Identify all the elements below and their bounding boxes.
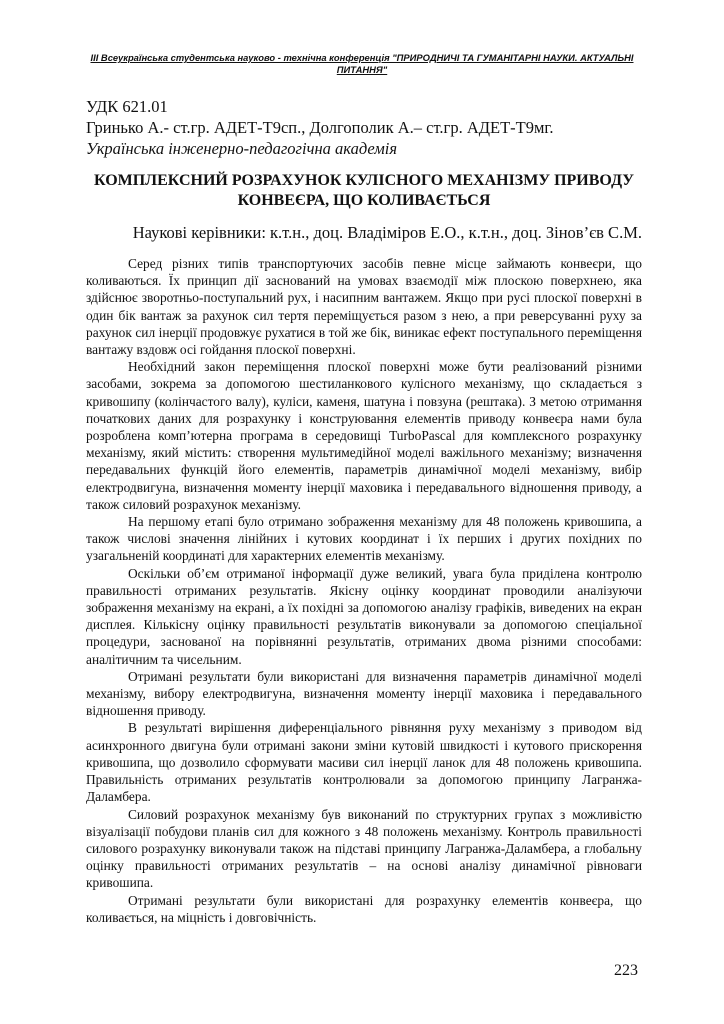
affiliation: Українська інженерно-педагогічна академія bbox=[86, 139, 398, 158]
paragraph-7: Силовий розрахунок механізму був виконаний по структурних групах з можливістю візуалізації побудови планів сил для кожного з 48 положень механізму. Контроль правильності силового розрахунку виконували також на підставі принципу Лагранжа-Даламбера, а глобальну оцінку правильності отриманих результатів – на основі аналізу динамічної рівноваги кривошипа. bbox=[86, 806, 642, 891]
conference-header: ІІІ Всеукраїнська студентська науково - технічна конференція "ПРИРОДНИЧІ ТА ГУМАНІТАРНІ НАУКИ. АКТУАЛЬНІ ПИТАННЯ" bbox=[90, 52, 634, 75]
paragraph-4: Оскільки об’єм отриманої інформації дуже великий, увага була приділена контролю правильності отриманих результатів. Якісну оцінку координат проводили аналізуючи зображення механізму на екрані, а їх похідні за допомогою аналізу графіків, виведених на екран дисплея. Кількісну оцінку правильності результатів виконували за допомогою спеціальної процедури, заснованої на порівнянні результатів, отриманих двома різними способами: аналітичним та чисельним. bbox=[86, 565, 642, 667]
supervisors: Наукові керівники: к.т.н., доц. Владіміров Е.О., к.т.н., доц. Зінов’єв С.М. bbox=[132, 223, 642, 242]
article-title: КОМПЛЕКСНИЙ РОЗРАХУНОК КУЛІСНОГО МЕХАНІЗМУ ПРИВОДУ КОНВЕЄРА, ЩО КОЛИВАЄТЬСЯ bbox=[93, 172, 635, 209]
paragraph-1: Серед різних типів транспортуючих засобів певне місце займають конвеєри, що коливаються. Їх принцип дії заснований на умовах взаємодії між плоскою поверхнею, яка здійснює зворотньо-поступальний рух, і насипним вантажем. Якщо при русі плоскої поверхні в один бік вантаж за рахунок сил тертя переміщується разом з нею, а при реверсуванні руху за рахунок сил інерції продовжує рухатися в той же бік, виникає ефект поступального переміщення вантажу вздовж осі гойдання плоскої поверхні. bbox=[86, 256, 642, 358]
paragraph-6: В результаті вирішення диференціального рівняння руху механізму з приводом від асинхронного двигуна були отримані закони зміни кутовій швидкості і кутового прискорення кривошипа, що дозволило сформувати масиви сил інерції ланок для 48 положень кривошипа. Правильність отриманих результатів контролювали за допомогою принципу Лагранжа-Даламбера. bbox=[86, 720, 642, 805]
paragraph-5: Отримані результати були використані для визначення параметрів динамічної моделі механізму, вибору електродвигуна, визначення моменту інерції маховика і передавального відношення приводу. bbox=[86, 668, 642, 719]
paragraph-2: Необхідний закон переміщення плоскої поверхні може бути реалізований різними засобами, зокрема за допомогою шестиланкового кулісного механізму, що складається з кривошипу (колінчастого валу), куліси, каменя, шатуна і повзуна (рештака). З метою отримання початкових даних для розрахунку і конструювання елементів приводу конвеєра нами була розроблена комп’ютерна програма в середовищі TurboPascal для комплексного розрахунку механізму, який містить: створення мультимедійної моделі важільного механізму; визначення передавальних функцій його елементів, параметрів динамічної моделі механізму, вибір електродвигуна, визначення моменту інерції маховика і передавального відношення приводу, а також силовий розрахунок механізму. bbox=[86, 359, 642, 512]
article-body bbox=[86, 255, 642, 926]
authors: Гринько А.- ст.гр. АДЕТ-Т9сп., Долгополик А.– ст.гр. АДЕТ-Т9мг. bbox=[86, 118, 554, 137]
paragraph-8: Отримані результати були використані для розрахунку елементів конвеєра, що коливається, на міцність і довговічність. bbox=[86, 892, 642, 925]
article-meta bbox=[86, 96, 646, 159]
udc-code: УДК 621.01 bbox=[86, 97, 168, 116]
page-number: 223 bbox=[614, 962, 638, 979]
paragraph-3: На першому етапі було отримано зображення механізму для 48 положень кривошипа, а також числові значення лінійних і кутових координат і їх перших і других похідних по узагальненій координаті для характерних елементів механізму. bbox=[86, 514, 642, 564]
